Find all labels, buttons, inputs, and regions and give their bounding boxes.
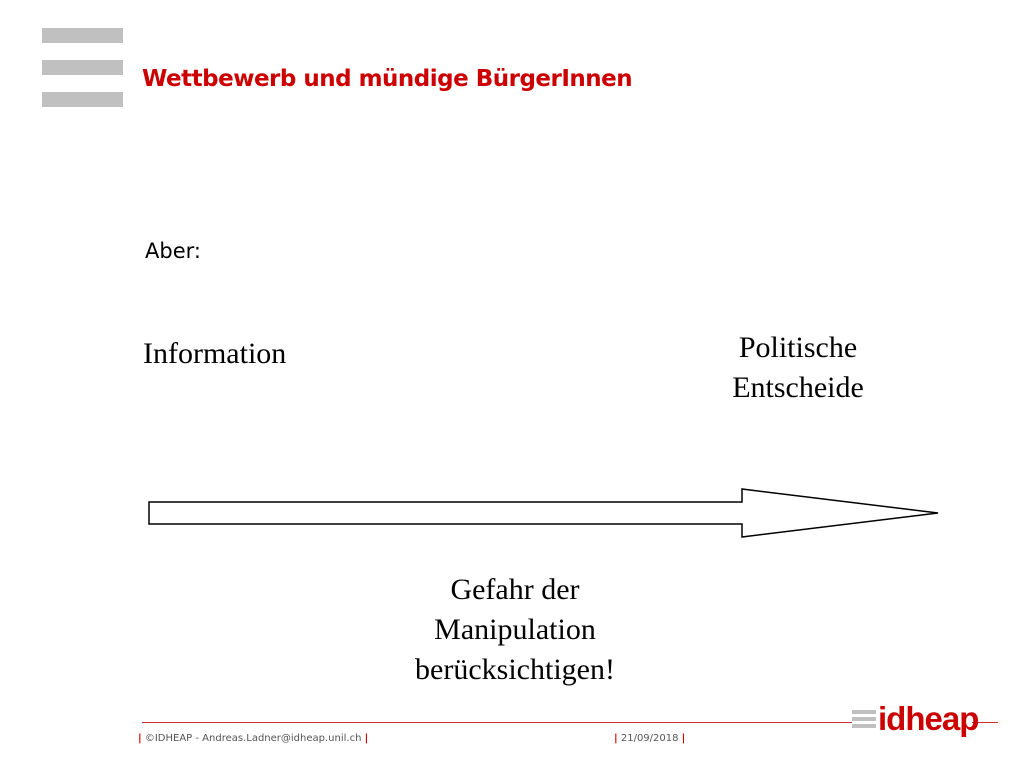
warning-line: Manipulation [434,613,596,646]
footer-date [614,733,685,744]
left-label: Information [143,337,287,370]
footer-author-text: ©IDHEAP - Andreas.Ladner@idheap.unil.ch [144,733,362,744]
arrow-shape [149,489,938,537]
footer-divider [142,722,852,723]
intro-text: Aber: [145,239,201,263]
warning-text [370,570,660,690]
warning-line: berücksichtigen! [415,653,615,686]
footer-pipe: | [681,733,686,744]
right-label-line: Politische [738,331,858,364]
footer-pipe: | [614,733,618,744]
warning-line: Gefahr der [450,573,580,606]
footer-pipe: | [364,733,369,744]
right-label-line: Entscheide [732,371,864,404]
footer-author [138,733,368,744]
footer-pipe: | [138,733,142,744]
logo-text: idheap [878,700,979,737]
slide-title: Wettbewerb und mündige BürgerInnen [142,66,633,92]
footer-date-text: 21/09/2018 [620,733,679,744]
